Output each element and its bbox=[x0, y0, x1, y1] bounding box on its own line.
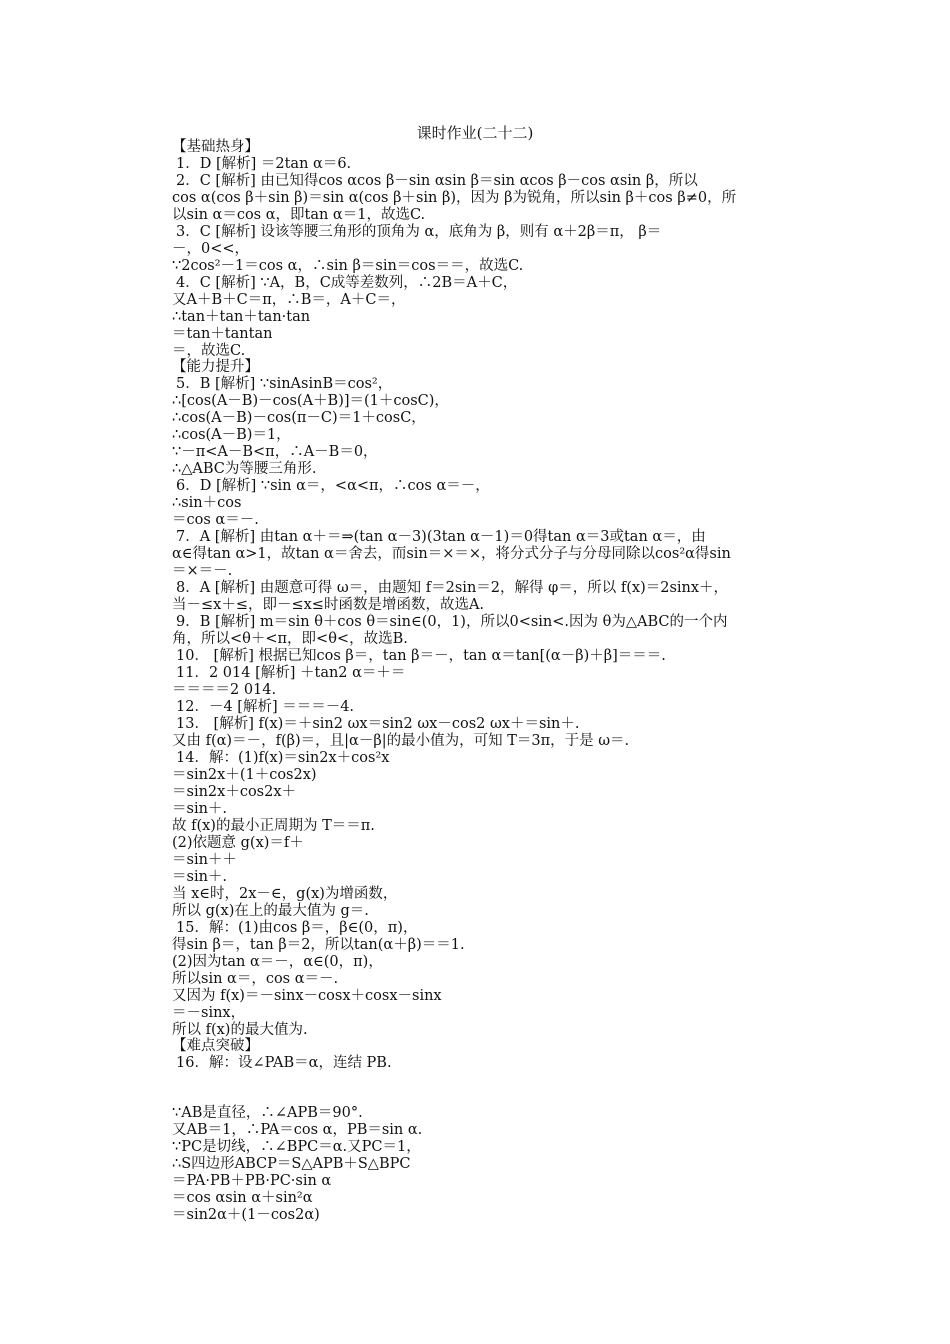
text-line: 当－≤x＋≤，即－≤x≤时函数是增函数，故选A. bbox=[172, 597, 485, 613]
text-line: ∴△ABC为等腰三角形. bbox=[172, 461, 317, 477]
text-line: 所以 f(x)的最大值为. bbox=[172, 1022, 308, 1038]
text-line: 5．B [解析] ∵sinAsinB＝cos²， bbox=[176, 376, 393, 392]
text-line: ∴cos(A－B)－cos(π－C)＝1＋cosC， bbox=[172, 410, 426, 426]
text-line: 4．C [解析] ∵A，B，C成等差数列，∴2B＝A＋C， bbox=[176, 275, 518, 291]
text-line: 13． [解析] f(x)＝＋sin2 ωx＝sin2 ωx－cos2 ωx＋＝sin＋. bbox=[176, 716, 580, 732]
text-line: 【基础热身】 bbox=[172, 139, 259, 155]
text-line: 又AB＝1，∴PA＝cos α，PB＝sin α. bbox=[172, 1122, 423, 1138]
text-line: 故 f(x)的最小正周期为 T＝＝π. bbox=[172, 818, 375, 834]
text-line: ∴S四边形ABCP＝S△APB＋S△BPC bbox=[172, 1156, 411, 1172]
text-line: ＝PA·PB＋PB·PC·sin α bbox=[172, 1173, 332, 1189]
text-line: 14．解：(1)f(x)＝sin2x＋cos²x bbox=[176, 750, 390, 766]
text-line: ＝sin2x＋(1＋cos2x) bbox=[172, 767, 317, 783]
text-line: α∈得tan α>1，故tan α＝舍去，而sin＝×＝×，将分式分子与分母同除以cos²α得sin bbox=[172, 546, 731, 562]
text-line: ∴sin＋cos bbox=[172, 495, 242, 511]
text-line: ＝－sinx， bbox=[172, 1005, 246, 1021]
text-line: 9．B [解析] m＝sin θ＋cos θ＝sin∈(0，1)，所以0<sin<.因为 θ为△ABC的一个内 bbox=[176, 614, 728, 630]
text-line: 16．解：设∠PAB＝α，连结 PB. bbox=[176, 1055, 392, 1071]
text-line: 【能力提升】 bbox=[172, 359, 259, 375]
text-line: 6．D [解析] ∵sin α＝，<α<π，∴cos α＝－， bbox=[176, 478, 490, 494]
text-line: ∵2cos²－1＝cos α，∴sin β＝sin＝cos＝＝，故选C. bbox=[172, 258, 524, 274]
text-line: ＝＝＝＝2 014. bbox=[172, 682, 277, 698]
text-line: 所以 g(x)在上的最大值为 g＝. bbox=[172, 903, 369, 919]
text-line: 2．C [解析] 由已知得cos αcos β－sin αsin β＝sin αcos β－cos αsin β，所以 bbox=[176, 173, 698, 189]
text-line: (2)依题意 g(x)＝f＋ bbox=[172, 835, 304, 851]
text-line: ∴[cos(A－B)－cos(A＋B)]＝(1＋cosC)， bbox=[172, 393, 449, 409]
text-line: ＝，故选C. bbox=[172, 343, 246, 359]
text-line: ＝sin＋. bbox=[172, 801, 228, 817]
text-line: ＝×＝－. bbox=[172, 563, 233, 579]
text-line: 得sin β＝，tan β＝2，所以tan(α＋β)＝＝1. bbox=[172, 937, 465, 953]
text-line: －，0<<， bbox=[172, 241, 250, 257]
text-line: 8．A [解析] 由题意可得 ω＝，由题知 f＝2sin＝2，解得 φ＝，所以 f(x)＝2sinx＋， bbox=[176, 580, 729, 596]
text-line: ＝sin2α＋(1－cos2α) bbox=[172, 1207, 320, 1223]
text-line: ＝tan＋tantan bbox=[172, 326, 273, 342]
text-line: 12．－4 [解析] ＝＝＝－4. bbox=[176, 699, 355, 715]
text-line: ＝sin＋. bbox=[172, 869, 228, 885]
text-line: 11．2 014 [解析] ＋tan2 α＝＋＝ bbox=[176, 665, 406, 681]
text-line: 所以sin α＝，cos α＝－. bbox=[172, 971, 339, 987]
text-line: ＝cos αsin α＋sin²α bbox=[172, 1190, 313, 1206]
text-line: 【难点突破】 bbox=[172, 1038, 259, 1054]
text-line: 又由 f(α)＝－，f(β)＝，且|α－β|的最小值为，可知 T＝3π，于是 ω＝. bbox=[172, 733, 630, 749]
text-line: ∴tan＋tan＋tan·tan bbox=[172, 309, 311, 325]
text-line: 以sin α＝cos α，即tan α＝1，故选C. bbox=[172, 207, 426, 223]
text-line: 又A＋B＋C＝π，∴B＝，A＋C＝， bbox=[172, 292, 406, 308]
text-line: ＝cos α＝－. bbox=[172, 512, 259, 528]
text-line: 10． [解析] 根据已知cos β＝，tan β＝－，tan α＝tan[(α－β)＋β]＝＝＝. bbox=[176, 648, 666, 664]
text-line: ＝sin＋＋ bbox=[172, 852, 237, 868]
text-line: 7．A [解析] 由tan α＋＝⇒(tan α－3)(3tan α－1)＝0得tan α＝3或tan α＝，由 bbox=[176, 529, 706, 545]
text-line: ∵PC是切线，∴∠BPC＝α.又PC＝1， bbox=[172, 1139, 421, 1155]
text-line: ＝sin2x＋cos2x＋ bbox=[172, 784, 297, 800]
text-line: 又因为 f(x)＝－sinx－cosx＋cosx－sinx bbox=[172, 988, 442, 1004]
text-line: ∵－π<A－B<π，∴A－B＝0， bbox=[172, 444, 378, 460]
page-title: 课时作业(二十二) bbox=[416, 124, 534, 142]
text-line: cos α(cos β＋sin β)＝sin α(cos β＋sin β)，因为 β为锐角，所以sin β＋cos β≠0，所 bbox=[172, 190, 737, 206]
text-line: 当 x∈时，2x－∈，g(x)为增函数， bbox=[172, 886, 398, 902]
text-line: 3．C [解析] 设该等腰三角形的顶角为 α，底角为 β，则有 α＋2β＝π， β＝ bbox=[176, 224, 662, 240]
text-line: (2)因为tan α＝－，α∈(0，π)， bbox=[172, 954, 383, 970]
text-line: 1．D [解析] ＝2tan α＝6. bbox=[176, 156, 352, 172]
text-line: 15．解：(1)由cos β＝，β∈(0，π)， bbox=[176, 920, 418, 936]
text-line: ∴cos(A－B)＝1， bbox=[172, 427, 291, 443]
text-line: ∵AB是直径，∴∠APB＝90°. bbox=[172, 1105, 363, 1121]
text-line: 角，所以<θ＋<π，即<θ<，故选B. bbox=[172, 631, 408, 647]
